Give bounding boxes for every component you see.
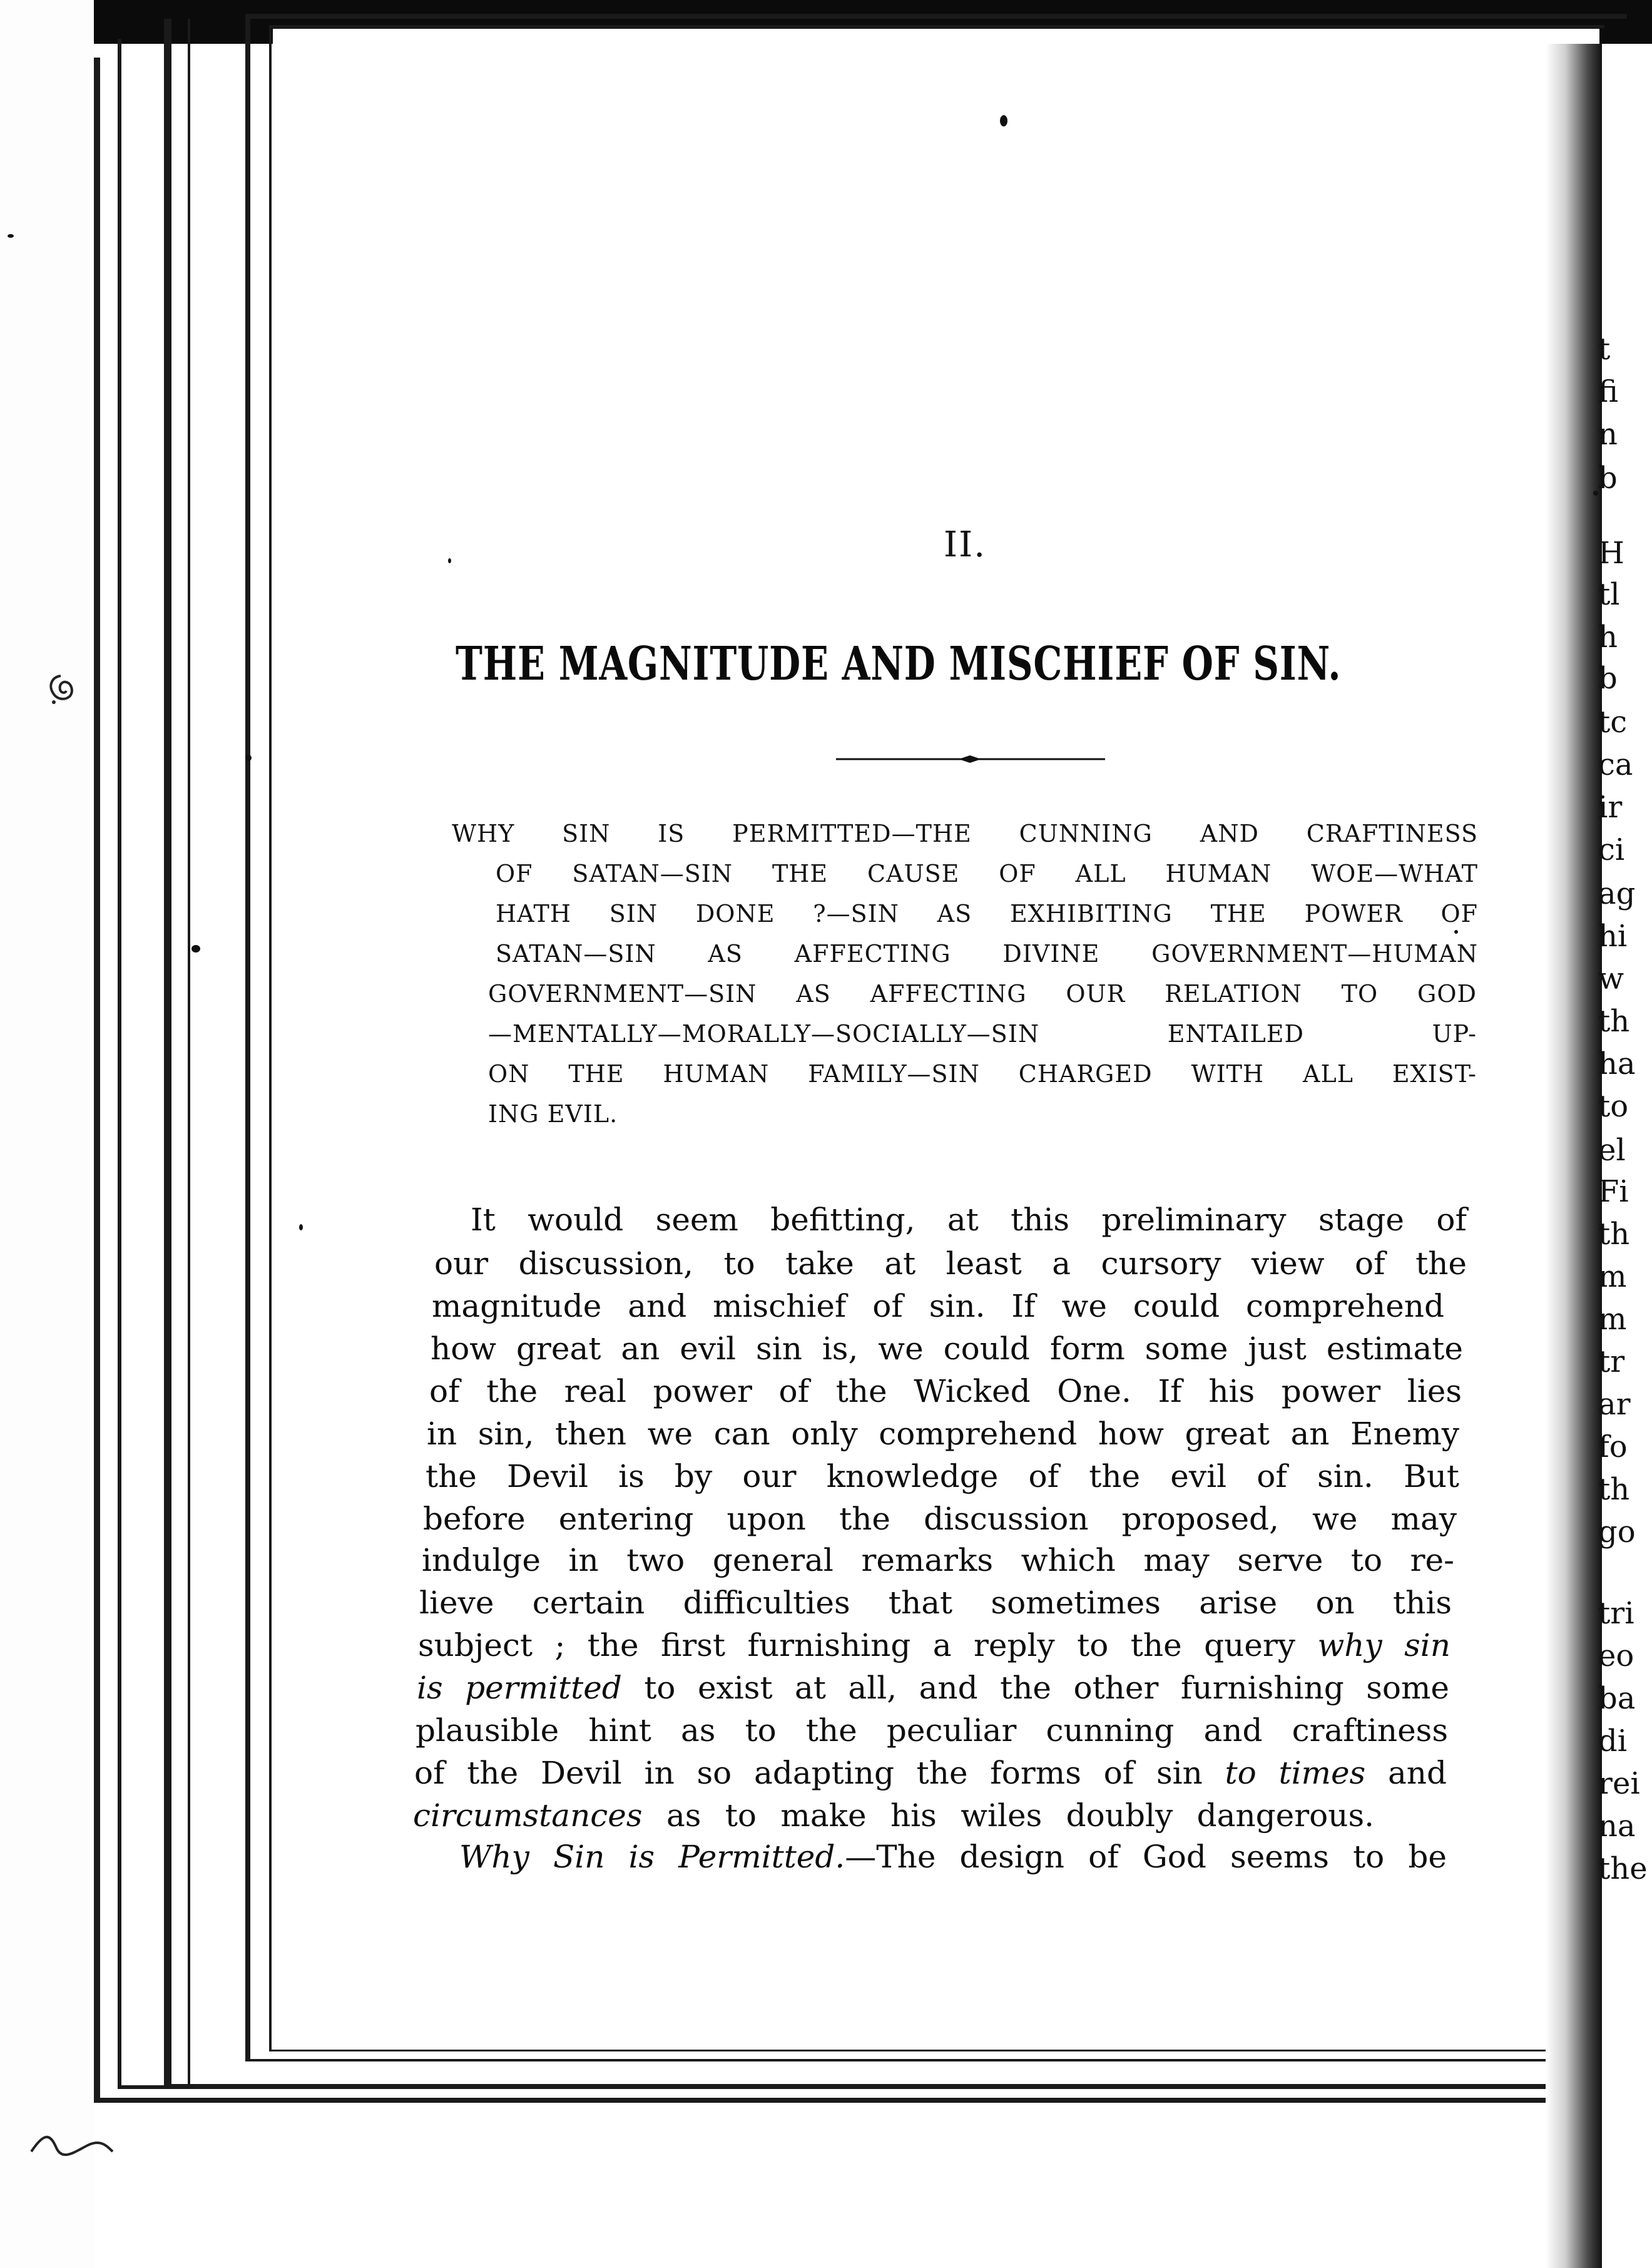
facing-page-fragment: ca bbox=[1598, 747, 1633, 782]
facing-page-fragment: H bbox=[1598, 536, 1624, 571]
text-span: and bbox=[1365, 1755, 1447, 1791]
facing-page-fragment: eo bbox=[1598, 1638, 1634, 1673]
text-line: before entering upon the discussion proposed, we may bbox=[423, 1501, 1457, 1537]
gutter-shadow bbox=[1546, 44, 1602, 2268]
facing-page-fragment: h bbox=[1598, 620, 1618, 655]
text-line bbox=[414, 1755, 1447, 1791]
ink-speck bbox=[448, 558, 451, 563]
synopsis-line: ING EVIL. bbox=[488, 1100, 618, 1128]
text-line: in sin, then we can only comprehend how great an Enemy bbox=[427, 1416, 1459, 1452]
ink-speck bbox=[1593, 491, 1598, 496]
facing-page-fragment: ag bbox=[1598, 876, 1636, 911]
facing-page-fragment: ha bbox=[1598, 1046, 1636, 1081]
facing-page-fragment: ci bbox=[1598, 832, 1625, 867]
facing-page-fragment: na bbox=[1598, 1809, 1636, 1844]
facing-page-fragment: ba bbox=[1598, 1681, 1636, 1716]
chapter-number: II. bbox=[944, 524, 987, 565]
synopsis-line: —MENTALLY—MORALLY—SOCIALLY—SIN ENTAILED UP- bbox=[488, 1020, 1477, 1048]
text-span: as to make his wiles doubly dangerous. bbox=[642, 1797, 1374, 1834]
facing-page-fragment: b bbox=[1598, 461, 1618, 496]
facing-page bbox=[1598, 44, 1652, 2268]
facing-page-fragment: Fi bbox=[1598, 1174, 1629, 1209]
text-line: indulge in two general remarks which may serve to re- bbox=[422, 1542, 1454, 1578]
facing-page-fragment: tc bbox=[1598, 705, 1628, 740]
facing-page-fragment: tr bbox=[1598, 1344, 1625, 1379]
text-span: of the Devil in so adapting the forms of sin bbox=[414, 1755, 1225, 1791]
ink-speck bbox=[1000, 115, 1007, 126]
facing-page-fragment: w bbox=[1598, 961, 1624, 996]
text-line: It would seem befitting, at this preliminary stage of bbox=[471, 1202, 1467, 1238]
synopsis-line: SATAN—SIN AS AFFECTING DIVINE GOVERNMENT—HUMAN bbox=[496, 940, 1478, 968]
title-ornament-rule bbox=[836, 755, 1105, 764]
facing-page-fragment: th bbox=[1598, 1472, 1630, 1507]
text-line: of the real power of the Wicked One. If his power lies bbox=[429, 1373, 1462, 1409]
facing-page-fragment: the bbox=[1598, 1851, 1648, 1886]
synopsis-line: OF SATAN—SIN THE CAUSE OF ALL HUMAN WOE—WHAT bbox=[496, 860, 1478, 887]
synopsis-line: WHY SIN IS PERMITTED—THE CUNNING AND CRAFTINESS bbox=[452, 820, 1478, 847]
facing-page-fragment: th bbox=[1598, 1217, 1630, 1252]
facing-page-fragment: fo bbox=[1598, 1429, 1628, 1464]
facing-page-fragment: ir bbox=[1598, 790, 1623, 825]
text-line: how great an evil sin is, we could form some just estimate bbox=[431, 1331, 1463, 1367]
text-line: lieve certain difficulties that sometimes arise on this bbox=[419, 1585, 1452, 1621]
text-line: our discussion, to take at least a cursory view of the bbox=[434, 1245, 1467, 1282]
facing-page-fragment: rei bbox=[1598, 1766, 1640, 1801]
facing-page-fragment: m bbox=[1598, 1302, 1627, 1337]
text-line bbox=[417, 1670, 1449, 1706]
facing-page-fragment: fi bbox=[1598, 374, 1619, 409]
ink-speck bbox=[191, 945, 200, 953]
stray-curl-mark bbox=[25, 2127, 119, 2164]
ink-speck bbox=[245, 755, 252, 761]
facing-page-fragment: go bbox=[1598, 1515, 1636, 1550]
italic-span: is permitted bbox=[417, 1670, 622, 1706]
text-span: to exist at all, and the other furnishing some bbox=[621, 1670, 1449, 1706]
text-line: plausible hint as to the peculiar cunning and craftiness bbox=[416, 1712, 1448, 1749]
scanner-margin bbox=[0, 0, 94, 2268]
chapter-title: THE MAGNITUDE AND MISCHIEF OF SIN. bbox=[456, 637, 1342, 691]
facing-page-fragment: t bbox=[1598, 332, 1611, 367]
facing-page-fragment: el bbox=[1598, 1133, 1626, 1168]
text-span: subject ; the first furnishing a reply to the query bbox=[418, 1627, 1318, 1663]
italic-span: Why Sin is Permitted. bbox=[459, 1839, 845, 1875]
facing-page-fragment: to bbox=[1598, 1089, 1629, 1124]
stray-ornament-mark bbox=[45, 672, 76, 707]
italic-span: why sin bbox=[1317, 1627, 1451, 1663]
ink-speck bbox=[1454, 930, 1458, 934]
facing-page-fragment: th bbox=[1598, 1004, 1630, 1039]
text-line bbox=[459, 1839, 1447, 1875]
facing-page-fragment: hi bbox=[1598, 919, 1628, 954]
facing-page-fragment: b bbox=[1598, 661, 1618, 696]
synopsis-line: HATH SIN DONE ?—SIN AS EXHIBITING THE POWER OF bbox=[496, 900, 1478, 927]
text-span: —The design of God seems to be bbox=[845, 1839, 1447, 1875]
facing-page-fragment: tri bbox=[1598, 1596, 1634, 1631]
synopsis-line: ON THE HUMAN FAMILY—SIN CHARGED WITH ALL EXIST- bbox=[488, 1060, 1477, 1088]
facing-page-fragment: di bbox=[1598, 1724, 1628, 1759]
text-line: the Devil is by our knowledge of the evil of sin. But bbox=[426, 1458, 1459, 1494]
text-line bbox=[418, 1627, 1451, 1663]
facing-page-fragment: n bbox=[1598, 417, 1618, 452]
synopsis-line: GOVERNMENT—SIN AS AFFECTING OUR RELATION TO GOD bbox=[488, 980, 1477, 1008]
italic-span: circumstances bbox=[413, 1797, 643, 1834]
facing-page-fragment: m bbox=[1598, 1259, 1627, 1294]
italic-span: to times bbox=[1225, 1755, 1366, 1791]
text-line bbox=[413, 1797, 1374, 1834]
facing-page-fragment: tl bbox=[1598, 577, 1620, 612]
facing-page-fragment: ar bbox=[1598, 1387, 1631, 1422]
ink-speck bbox=[8, 234, 14, 238]
ink-speck bbox=[299, 1224, 303, 1230]
text-line: magnitude and mischief of sin. If we could comprehend bbox=[432, 1288, 1444, 1324]
